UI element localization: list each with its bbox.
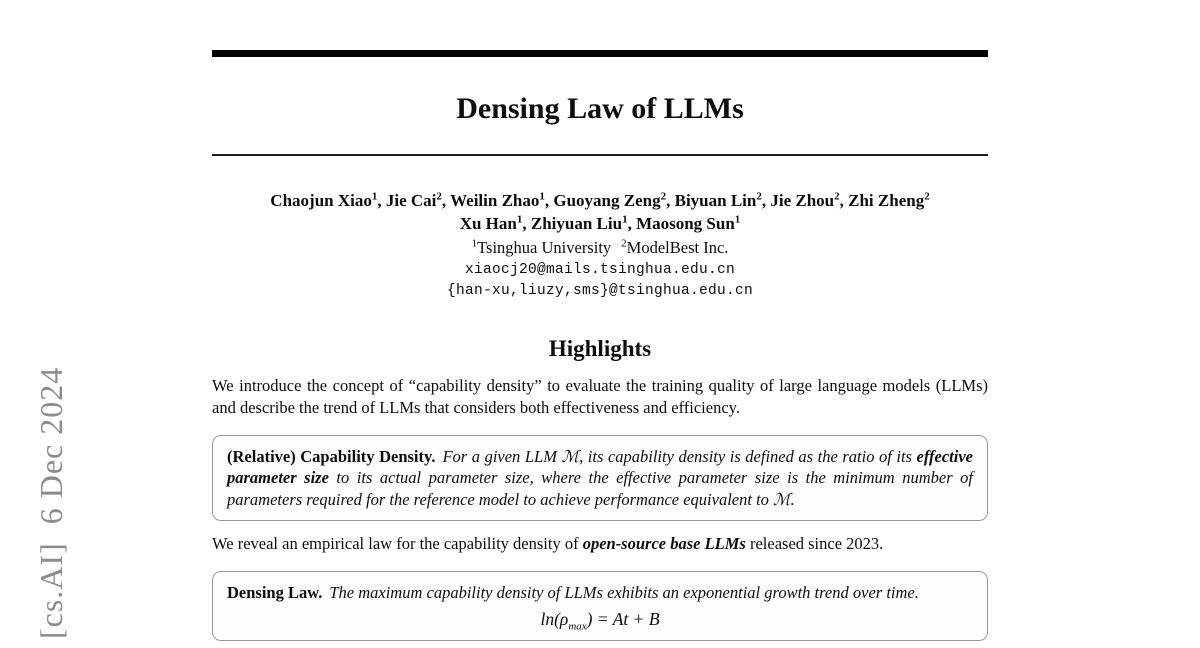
author: Weilin Zhao$^1$, <box>450 190 554 210</box>
title-top-bar <box>212 50 988 57</box>
author: Xu Han$^1$, <box>459 213 531 233</box>
densing-law-text <box>227 582 973 604</box>
author-line-2 <box>212 212 988 235</box>
author: Maosong Sun$^1$ <box>636 213 741 233</box>
author-line-1 <box>212 189 988 212</box>
highlights-heading: Highlights <box>548 336 652 361</box>
capability-density-definition-box <box>212 435 988 522</box>
email-address: {han-xu,liuzy,sms}@tsinghua.edu.cn <box>446 283 754 299</box>
paper-page <box>212 0 988 641</box>
affil-marker: 1 <box>622 213 628 226</box>
paper-title: Densing Law of LLMs <box>456 92 744 125</box>
formula-subscript: max <box>568 620 587 632</box>
email-address: xiaocj20@mails.tsinghua.edu.cn <box>464 262 736 278</box>
author: Guoyang Zeng$^2$, <box>553 190 675 210</box>
author: Chaojun Xiao$^1$, <box>270 190 386 210</box>
author: Jie Zhou$^2$, <box>770 190 849 210</box>
contact-emails <box>212 260 988 302</box>
intro-emphasis: open-source base LLMs <box>582 534 746 553</box>
author: Zhi Zheng$^2$ <box>848 190 930 210</box>
affil-marker: 2 <box>834 190 840 203</box>
affiliation-line <box>212 237 988 259</box>
affiliation: $^1$Tsinghua University <box>471 237 612 257</box>
title-rule <box>212 154 988 156</box>
affil-marker: 2 <box>756 190 762 203</box>
definition-body-emphasis: effective parameter size <box>227 446 973 487</box>
author: Biyuan Lin$^2$, <box>674 190 771 210</box>
affil-marker: 1 <box>371 190 378 203</box>
arxiv-watermark: [cs.AI] 6 Dec 2024 <box>33 366 69 639</box>
affil-marker: 1 <box>539 190 545 203</box>
densing-law-definition-box <box>212 571 988 641</box>
affil-marker: 1 <box>516 213 523 226</box>
definition-term: Densing Law. <box>227 583 323 602</box>
densing-law-intro-paragraph: We reveal an empirical law for the capability density of open-source base LLMs released since 2023. <box>212 534 884 553</box>
affil-marker: 2 <box>660 190 667 203</box>
author-list <box>212 189 988 235</box>
author: Zhiyuan Liu$^1$, <box>530 213 637 233</box>
densing-law-formula: $\ln(\rho_{max}) = At + B$ <box>540 608 660 632</box>
definition-body: to its actual parameter size, where the effective parameter size is the minimum number of parameters required for the reference model to achieve performance equivalent to ℳ. <box>227 468 973 509</box>
affil-marker: 2 <box>924 190 930 203</box>
affil-marker: 1 <box>734 213 741 226</box>
affiliation: $^2$ModelBest Inc. <box>621 237 729 257</box>
affil-marker: 2 <box>436 190 442 203</box>
highlights-intro-paragraph: We introduce the concept of “capability density” to evaluate the training quality of large language models (LLMs) and describe the trend of LLMs that considers both effectiveness and efficiency. <box>212 376 988 417</box>
author: Jie Cai$^2$, <box>385 190 451 210</box>
definition-body: The maximum capability density of LLMs exhibits an exponential growth trend over time. <box>329 583 919 602</box>
definition-body: For a given LLM ℳ, its capability density is defined as the ratio of its <box>442 446 917 466</box>
definition-term: (Relative) Capability Density. <box>227 446 436 466</box>
